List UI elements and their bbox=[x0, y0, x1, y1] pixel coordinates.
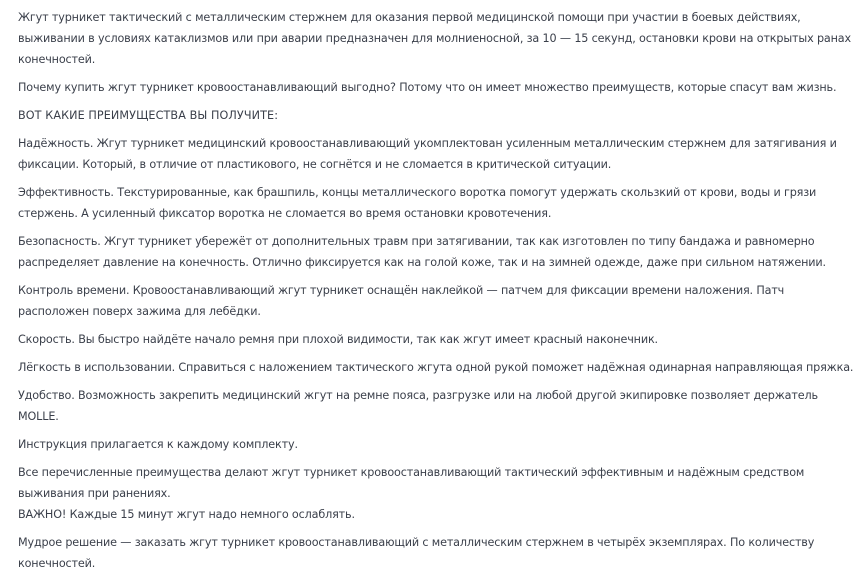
summary-line: Все перечисленные преимущества делают жгут турникет кровоостанавливающий тактический эффективным и надёжным средством выживания при ранениях. bbox=[18, 466, 805, 500]
question-paragraph: Почему купить жгут турникет кровоостанавливающий выгодно? Потому что он имеет множество преимуществ, которые спасут вам жизнь. bbox=[18, 81, 837, 94]
advantage-speed: Скорость. Вы быстро найдёте начало ремня при плохой видимости, так как жгут имеет красный наконечник. bbox=[18, 333, 658, 346]
advantage-ease-of-use: Лёгкость в использовании. Справиться с наложением тактического жгута одной рукой поможет надёжная одинарная направляющая пряжка. bbox=[18, 361, 854, 374]
advantages-heading: ВОТ КАКИЕ ПРЕИМУЩЕСТВА ВЫ ПОЛУЧИТЕ: bbox=[18, 109, 279, 122]
advantage-convenience: Удобство. Возможность закрепить медицинский жгут на ремне пояса, разгрузке или на любой другой экипировке позволяет держатель MOLLE. bbox=[18, 389, 818, 423]
advantage-efficiency: Эффективность. Текстурированные, как брашпиль, концы металлического воротка помогут удержать скользкий от крови, воды и грязи стержень. А усиленный фиксатор воротка не сломается во время остановки кровотечения. bbox=[18, 186, 817, 220]
advantage-time-control: Контроль времени. Кровоостанавливающий жгут турникет оснащён наклейкой — патчем для фиксации времени наложения. Патч расположен поверх зажима для лебёдки. bbox=[18, 284, 785, 318]
conclusion-paragraph: Мудрое решение — заказать жгут турникет кровоостанавливающий с металлическим стержнем в четырёх экземплярах. По количеству конечностей. bbox=[18, 536, 815, 570]
advantage-safety: Безопасность. Жгут турникет убережёт от дополнительных травм при затягивании, так как изготовлен по типу бандажа и равномерно распределяет давление на конечность. Отлично фиксируется как на голой коже, так и на зимней одежде, даже при сильном натяжении. bbox=[18, 235, 826, 269]
important-note: ВАЖНО! Каждые 15 минут жгут надо немного ослаблять. bbox=[18, 508, 355, 521]
advantage-reliability: Надёжность. Жгут турникет медицинский кровоостанавливающий укомплектован усиленным металлическим стержнем для затягивания и фиксации. Который, в отличие от пластикового, не согнётся и не сломается в критической ситуации. bbox=[18, 137, 837, 171]
intro-paragraph: Жгут турникет тактический с металлическим стержнем для оказания первой медицинской помощи при участии в боевых действиях, выживании в условиях катаклизмов или при аварии предназначен для молниеносной, за 10 — 15 секунд, остановки крови на открытых ранах конечностей. bbox=[18, 11, 851, 66]
instruction-note: Инструкция прилагается к каждому комплекту. bbox=[18, 438, 298, 451]
